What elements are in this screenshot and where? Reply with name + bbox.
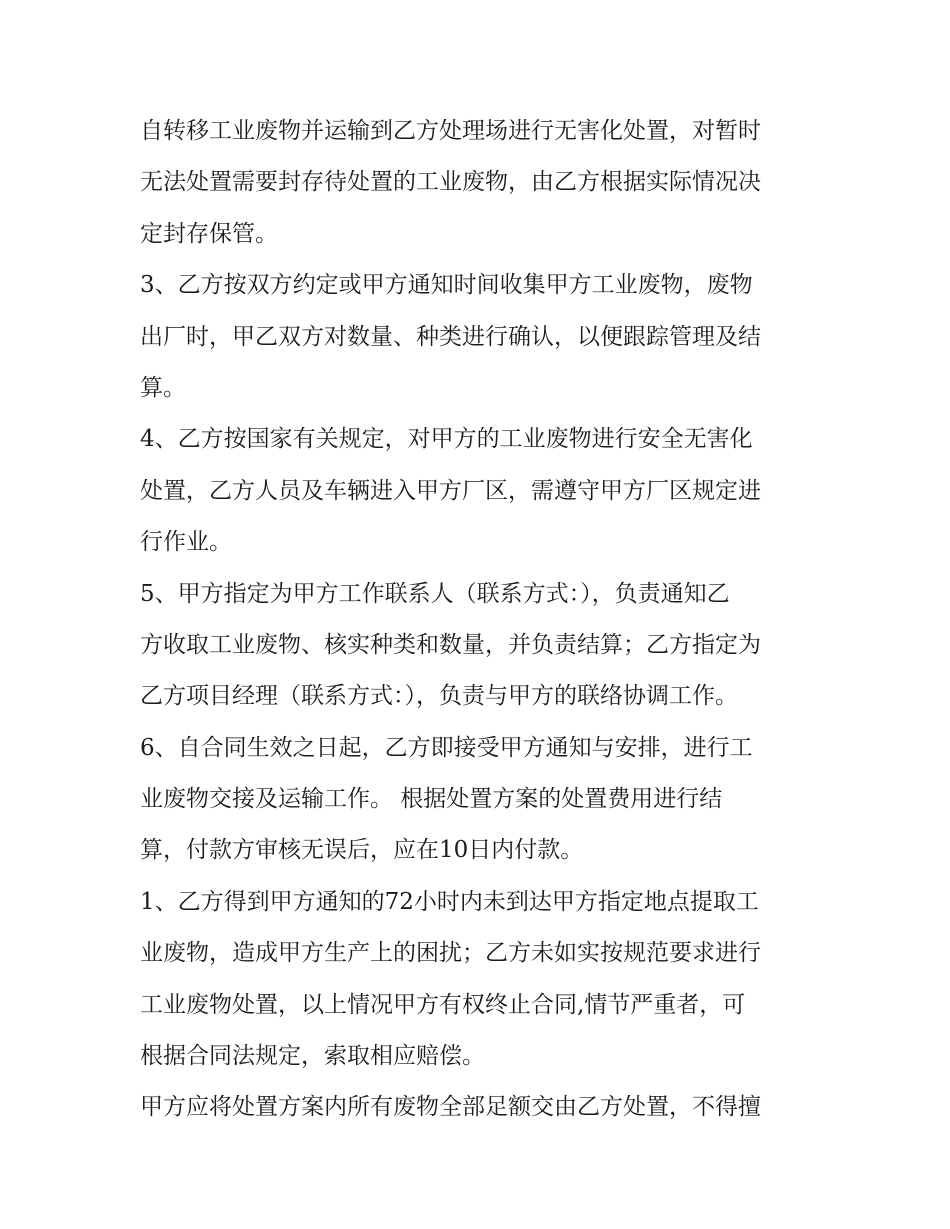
text-line: 乙方项目经理（联系方式：），负责与甲方的联络协调工作。 bbox=[140, 683, 738, 710]
text-line: 行作业。 bbox=[140, 529, 232, 556]
text-line: 6、自合同生效之日起，乙方即接受甲方通知与安排，进行工 bbox=[140, 734, 753, 761]
text-line: 业废物交接及运输工作。 根据处置方案的处置费用进行结 bbox=[140, 786, 723, 813]
text-line: 处置，乙方人员及车辆进入甲方厂区，需遵守甲方厂区规定进 bbox=[140, 477, 761, 504]
text-line: 根据合同法规定，索取相应赔偿。 bbox=[140, 1043, 485, 1070]
text-line: 算。 bbox=[140, 374, 186, 401]
text-line: 甲方应将处置方案内所有废物全部足额交由乙方处置，不得擅 bbox=[140, 1094, 761, 1121]
text-line: 出厂时，甲乙双方对数量、种类进行确认，以便跟踪管理及结 bbox=[140, 323, 761, 350]
text-line: 自转移工业废物并运输到乙方处理场进行无害化处置，对暂时 bbox=[140, 118, 761, 144]
document-body bbox=[140, 106, 830, 1134]
text-line: 方收取工业废物、核实种类和数量，并负责结算；乙方指定为 bbox=[140, 631, 761, 658]
text-line: 算，付款方审核无误后，应在10日内付款。 bbox=[140, 837, 584, 864]
text-line: 定封存保管。 bbox=[140, 220, 278, 247]
text-line: 3、乙方按双方约定或甲方通知时间收集甲方工业废物，废物 bbox=[140, 272, 753, 299]
text-line: 5、甲方指定为甲方工作联系人（联系方式：），负责通知乙 bbox=[140, 580, 730, 607]
text-line: 无法处置需要封存待处置的工业废物，由乙方根据实际情况决 bbox=[140, 169, 761, 196]
text-line: 业废物，造成甲方生产上的困扰；乙方未如实按规范要求进行 bbox=[140, 940, 761, 967]
text-line: 4、乙方按国家有关规定，对甲方的工业废物进行安全无害化 bbox=[140, 426, 753, 453]
text-line: 1、乙方得到甲方通知的72小时内未到达甲方指定地点提取工 bbox=[140, 888, 759, 915]
text-line: 工业废物处置，以上情况甲方有权终止合同,情节严重者，可 bbox=[140, 991, 746, 1018]
